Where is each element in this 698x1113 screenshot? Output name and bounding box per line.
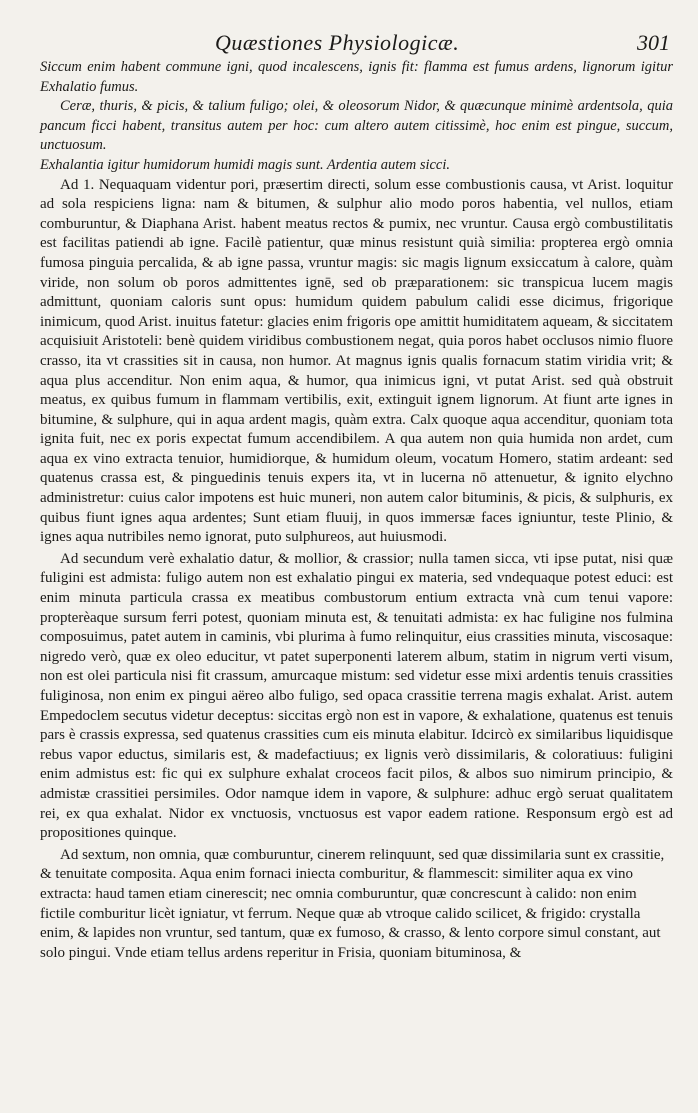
paragraph-ad-secundum: Ad secundum verè exhalatio datur, & mollior, & crassior; nulla tamen sicca, vti ipse putat, nisi quæ fuligini est admista: fuligo autem non est exhalatio pingui ex materia, sed vndequaque potest educi: est enim minuta particula crassa ex meatibus combustorum entium extracta vnà cum tenui vapore: propterèaque sursum ferri potest, quoniam minuta est, & tenuitati admista: ex hac fuligine nos fulmina composuimus, patet autem in caminis, vbi plurima à fumo relinquitur, eius crassities minuta, viscosaque: nigredo verò, quæ ex oleo educitur, vt patet superponenti laterem album, statim in nigrum verti visum, non est olei particula nisi fit crassum, amurcaque mistum: sed videtur esse mixi ardentis tenuis crassities fuliginosa, non enim ex pingui aëreo albo fuligo, sed opaca crassitie terrena magis exhalat. Arist. autem Empedoclem secutus videtur deceptus: siccitas ergò non est in vapore, & exhalatione, quatenus est tenuis pars è crassis expressa, sed quatenus crassities cum eis minuta elabitur. Idcircò ex similaribus liquidisque rebus vapor eductus, similaris est, & madefactiuus; ex lignis verò dissimilaris, & coloratiuus: fuligini enim admistus est: fic qui ex sulphure exhalat croceos facit pilos, & albos suo nimirum principio, & admistæ crassitiei persimiles. Odor namque idem in vapore, & sulphure: adhuc ergò seruat qualitatem rei, ex qua exhalat. Nidor ex vnctuosis, vnctuosus est vapor eadem ratione. Responsum ergò est ad propositiones quinque. [40,550,673,842]
italic-paragraph-2: Ceræ, thuris, & picis, & talium fuligo; olei, & oleosorum Nidor, & quæcunque minimè ardentsola, quia pancum ficci habent, transitus autem per hoc: cum altero autem citissimè, hoc enim est pingue, succum, unctuosum. [40,98,673,154]
paragraph-ad-sextum: Ad sextum, non omnia, quæ comburuntur, cinerem relinquunt, sed quæ dissimilaria sunt ex crassitie, & tenuitate composita. Aqua enim fornaci iniecta comburitur, & flammescit: similiter aqua ex vino extracta: haud tamen etiam cinerescit; nec omnia comburuntur, quæ concrescunt à calido: non enim fictile comburitur licèt igniatur, vt ferrum. Neque quæ ab vtroque calido scilicet, & frigido: crystalla enim, & lapides non vruntur, sed tantum, quæ ex fumoso, & crasso, & lento corpore simul constant, aut solo pingui. Vnde etiam tellus ardens reperitur in Frisia, quoniam bituminosa, & [40,846,665,961]
italic-paragraph-3: Exhalantia igitur humidorum humidi magis sunt. Ardentia autem sicci. [40,156,451,173]
page-text [40,58,673,963]
running-title: Quæstiones Physiologicæ. [215,30,460,55]
paragraph-ad-primum: Ad 1. Nequaquam videntur pori, præsertim directi, solum esse combustionis causa, vt Arist. loquitur ad sola respiciens ligna: nam & bitumen, & sulphur alio modo poros habentia, vel nullos, etiam comburuntur, & Diaphana Arist. habent meatus rectos & pumix, nec vruntur. Causa ergò combustilitatis est facilitas patiendi ab igne. Facilè patientur, quæ minus resistunt quià similia: propterea ergò omnia fumosa pinguia percalida, & ab igne passa, vruntur magis: sic magis lignum exsiccatum à calore, quàm viride, non solum ob poros admittentes ignē, sed ob præparationem: sic transpicua lucem magis admittunt, quoniam caloris sunt opus: humidum quidem pabulum calidi esse dicimus, frigorique inimicum, quod Arist. inuitus fatetur: glacies enim frigoris ope amittit humiditatem aqueam, & siccitatem acquisiuit Aristoteli: benè quidem viridibus combustionem negat, quia poros habet occlusos nimio fluore crasso, ita vt crassities sit in causa, non humor. At magnus ignis qualis fornacum statim viridia vrit; & aqua plus accenditur. Non enim aqua, & humor, qua inimicus igni, vt putat Arist. sed quà obstruit meatus, ex quibus fumum in flammam vertibilis, exit, extinguit ignem lignorum. At fiunt arte ignes in bitumine, & sulphure, qui in aqua ardent magis, quàm extra. Calx quoque aqua accenditur, quoniam tota ignita fuit, nec ex poris expectat fumum accendibilem. A qua autem non quia humida non ardet, cum aqua ex vino extracta tenuior, humidiorque, & humidum oleum, vocatum Homero, statim ardeant: sed quatenus crassa est, & pinguedinis tenuis expers ita, vt in lucerna nō attenuetur, & ignito elychno administretur: cuius calor impotens est huic muneri, non autem calor bituminis, & picis, & sulphuris, ex quibus fiunt ignes aqua ardentes; Sunt etiam fluuij, in quos immersæ faces igniuntur, teste Plinio, & ignes aqua nutribiles nemo ignorat, puto sulphureos, aut huiusmodi. [40,176,673,546]
italic-paragraph-1: Siccum enim habent commune igni, quod incalescens, ignis fit: flamma est fumus ardens, lignorum igitur Exhalatio fumus. [40,59,673,95]
page-number: 301 [637,30,670,55]
running-header [40,30,670,56]
